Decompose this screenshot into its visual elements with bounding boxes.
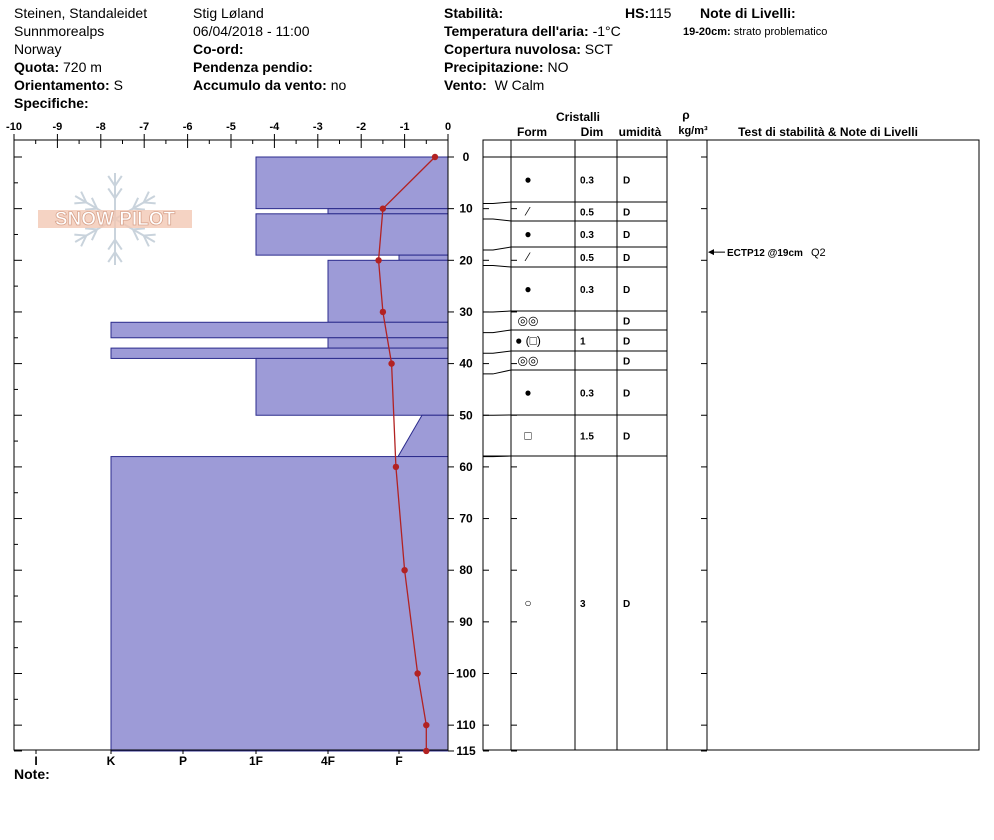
hardness-bar <box>111 348 448 358</box>
observer-name: Stig Løland <box>193 5 264 21</box>
snowflake-branch <box>115 188 122 198</box>
depth-tick-label: 50 <box>459 408 473 423</box>
depth-tick-label: 10 <box>459 201 473 216</box>
hardness-bar <box>328 209 448 214</box>
depth-tick-label: 90 <box>459 614 473 629</box>
depth-tick-label: 20 <box>459 253 473 268</box>
depth-tick-label: 115 <box>456 743 476 758</box>
temperature-point <box>423 722 429 728</box>
cloud-label: Copertura nuvolosa: <box>444 41 581 57</box>
depth-tick-label: 100 <box>455 666 477 681</box>
layer-dim: 1.5 <box>580 431 594 443</box>
test-result: ECTP12 @19cm <box>727 248 803 260</box>
stability-label: Stabilità: <box>444 5 504 21</box>
snowflake-branch <box>74 235 86 236</box>
layer-connector <box>483 351 511 353</box>
snowflake-branch <box>74 202 86 203</box>
temperature-point <box>432 154 438 160</box>
observation-datetime: 06/04/2018 - 11:00 <box>193 23 310 39</box>
temperature-point <box>423 748 429 754</box>
temperature-point <box>388 360 394 366</box>
layer-connector <box>483 247 511 250</box>
layer-form: ◎◎ <box>517 313 539 328</box>
density-header: kg/m³ <box>678 125 708 137</box>
temp-tick-label: -10 <box>6 121 22 133</box>
layer-form: ● <box>524 282 532 296</box>
hardness-bar <box>256 358 448 415</box>
wind-accumulation-label: Accumulo da vento: <box>193 77 327 93</box>
layer-dim: 3 <box>580 599 586 610</box>
temp-tick-label: 0 <box>444 121 452 133</box>
layer-form: ⁄ <box>526 250 530 264</box>
precip-value: NO <box>547 59 569 75</box>
snowflake-branch <box>108 176 115 186</box>
temperature-point <box>380 309 386 315</box>
hs-value: 115 <box>649 5 672 21</box>
depth-tick-label: 0 <box>462 150 470 164</box>
tests-header: Test di stabilità & Note di Livelli <box>738 125 918 139</box>
humidity-header: umidità <box>618 125 662 139</box>
hardness-bar <box>399 255 448 260</box>
temp-tick-label: -1 <box>399 121 410 133</box>
depth-tick-label: 60 <box>459 459 473 474</box>
layer-wetness: D <box>623 175 631 187</box>
hardness-label: I <box>34 754 38 768</box>
snowflake-branch <box>115 240 122 250</box>
orientation-label: Orientamento: <box>14 77 110 93</box>
layer-wetness: D <box>623 388 631 400</box>
layer-table-frame <box>483 140 979 750</box>
temperature-point <box>401 567 407 573</box>
layer-dim: 0.5 <box>580 207 594 219</box>
range-name: Sunnmorealps <box>14 23 105 39</box>
layer-dim: 0.3 <box>580 175 594 187</box>
depth-tick-label: 40 <box>459 356 473 371</box>
temp-tick-label: -8 <box>95 121 106 133</box>
snowflake-branch <box>108 252 115 262</box>
layer-connector <box>483 370 511 374</box>
location-name: Steinen, Standaleidet <box>14 5 148 21</box>
dim-header: Dim <box>580 125 604 139</box>
temp-tick-label: -9 <box>52 121 63 133</box>
wind-label: Vento: <box>444 77 487 93</box>
temp-tick-label: -6 <box>182 121 193 133</box>
quota-value: 720 m <box>63 59 102 75</box>
temperature-point <box>393 464 399 470</box>
wind-value: W Calm <box>494 77 545 93</box>
hardness-bar <box>256 157 448 209</box>
depth-tick-label: 70 <box>459 511 473 526</box>
layer-form: ● <box>524 227 532 241</box>
temperature-point <box>380 205 386 211</box>
layer-connector <box>483 265 511 267</box>
hardness-label: 1F <box>248 754 264 768</box>
crystals-header: Cristalli <box>555 110 601 124</box>
country-name: Norway <box>14 41 62 57</box>
temperature-point <box>375 257 381 263</box>
specifics-label: Specifiche: <box>14 95 89 111</box>
layer-form: ● <box>524 172 532 187</box>
layer-form: ◎◎ <box>517 353 539 368</box>
coord-label: Co-ord: <box>193 41 244 57</box>
hardness-bar <box>398 415 448 456</box>
layer-wetness: D <box>623 336 631 348</box>
hardness-label: P <box>178 754 188 768</box>
rho-header: ρ <box>682 108 690 122</box>
layer-connector <box>483 311 511 312</box>
note-label: Note: <box>14 766 50 782</box>
precip-label: Precipitazione: <box>444 59 544 75</box>
layer-wetness: D <box>623 207 631 219</box>
temp-tick-label: -2 <box>356 121 367 133</box>
depth-tick-label: 110 <box>456 718 476 733</box>
snowflake-branch <box>108 240 115 250</box>
depth-tick-label: 80 <box>459 563 473 578</box>
layer-dim: 0.3 <box>580 285 594 296</box>
layer-note-text: strato problematico <box>733 26 828 38</box>
layer-form: ○ <box>524 596 532 610</box>
layer-connector <box>483 202 511 203</box>
quota-label: Quota: <box>14 59 60 75</box>
hardness-bar <box>256 214 448 255</box>
layer-note-depth: 19-20cm: <box>683 26 731 38</box>
layer-dim: 0.3 <box>580 388 594 400</box>
snowflake-branch <box>115 252 122 262</box>
depth-tick-label: 30 <box>459 304 473 319</box>
cloud-value: SCT <box>584 41 613 57</box>
layer-dim: 0.3 <box>580 230 594 241</box>
hardness-bar <box>111 457 448 751</box>
test-quality: Q2 <box>811 247 826 260</box>
temperature-point <box>414 670 420 676</box>
temp-tick-label: -5 <box>226 121 236 133</box>
layer-connector <box>483 330 511 333</box>
snowflake-branch <box>144 235 156 236</box>
layer-form: □ <box>524 428 532 443</box>
layer-form: ● (□) <box>515 333 541 348</box>
layer-wetness: D <box>623 599 631 610</box>
hardness-bar <box>328 260 448 322</box>
test-arrow-head <box>708 249 714 255</box>
layer-wetness: D <box>623 431 631 443</box>
layer-wetness: D <box>623 356 631 368</box>
slope-label: Pendenza pendio: <box>193 59 313 75</box>
layer-dim: 1 <box>580 336 586 348</box>
layer-wetness: D <box>623 230 631 241</box>
hardness-bar <box>111 322 448 337</box>
hardness-label: K <box>106 754 116 768</box>
hardness-label: F <box>395 754 403 768</box>
snowflake-branch <box>108 188 115 198</box>
hardness-label: 4F <box>320 754 336 768</box>
layer-wetness: D <box>623 253 631 264</box>
hs-label: HS: <box>625 5 650 21</box>
wind-accumulation-value: no <box>330 77 347 93</box>
logo-text: SNOW PILOT <box>54 209 176 230</box>
snowflake-branch <box>144 202 156 203</box>
layer-connector <box>483 219 511 221</box>
orientation-value: S <box>113 77 123 93</box>
air-temp-value: -1°C <box>592 23 621 39</box>
layer-dim: 0.5 <box>580 253 594 264</box>
temp-tick-label: -7 <box>139 121 150 133</box>
form-header: Form <box>517 125 547 139</box>
air-temp-label: Temperatura dell'aria: <box>444 23 589 39</box>
layer-form: ⁄ <box>526 204 530 219</box>
snowflake-branch <box>115 176 122 186</box>
layer-notes-label: Note di Livelli: <box>700 5 796 21</box>
layer-form: ● <box>524 385 532 400</box>
layer-wetness: D <box>623 316 631 328</box>
temp-tick-label: -3 <box>312 121 323 133</box>
temp-tick-label: -4 <box>269 121 280 133</box>
layer-wetness: D <box>623 285 631 296</box>
